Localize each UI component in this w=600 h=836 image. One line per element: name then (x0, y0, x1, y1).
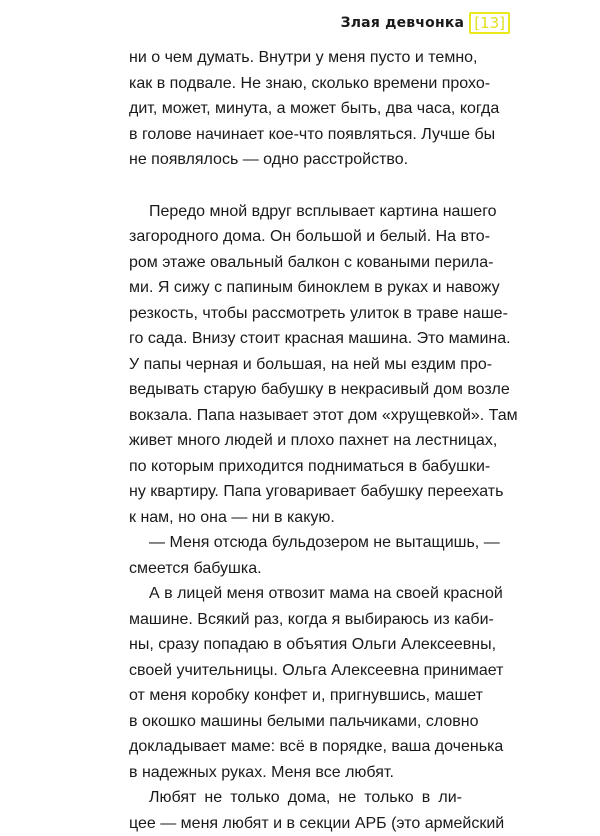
text-line: в надежных руках. Меня все любят. (129, 760, 462, 786)
page-number: [13] (469, 12, 510, 34)
text-line: своей учительницы. Ольга Алексеевна принимает (129, 658, 462, 684)
text-line: не появлялось — одно расстройство. (129, 147, 462, 173)
text-line: ны, сразу попадаю в объятия Ольги Алексеевны, (129, 632, 462, 658)
text-line: го сада. Внизу стоит красная машина. Это мамина. (129, 326, 462, 352)
text-line: ми. Я сижу с папиным биноклем в руках и навожу (129, 275, 462, 301)
paragraph-1 (129, 45, 462, 173)
text-line: — Меня отсюда бульдозером не вытащишь, — (129, 530, 462, 556)
paragraph-5 (129, 785, 462, 836)
text-line: ну квартиру. Папа уговаривает бабушку переехать (129, 479, 462, 505)
text-line: вокзала. Папа называет этот дом «хрущевкой». Там (129, 403, 462, 429)
text-line: машине. Всякий раз, когда я выбираюсь из каби- (129, 607, 462, 633)
book-title: Злая девчонка (341, 15, 465, 31)
text-line: как в подвале. Не знаю, сколько времени прохо- (129, 71, 462, 97)
text-line: Любят не только дома, не только в ли- (129, 785, 462, 811)
paragraph-4 (129, 581, 462, 785)
text-line: смеется бабушка. (129, 556, 462, 582)
text-line: к нам, но она — ни в какую. (129, 505, 462, 531)
paragraph-3 (129, 530, 462, 581)
text-line: цее — меня любят и в секции АРБ (это армейский (129, 811, 462, 836)
text-line: докладывает маме: всё в порядке, ваша доченька (129, 734, 462, 760)
text-line: дит, может, минута, а может быть, два часа, когда (129, 96, 462, 122)
text-line: загородного дома. Он большой и белый. На вто- (129, 224, 462, 250)
text-line: У папы черная и большая, на ней мы ездим про- (129, 352, 462, 378)
text-line: от меня коробку конфет и, пригнувшись, машет (129, 683, 462, 709)
text-line: живет много людей и плохо пахнет на лестницах, (129, 428, 462, 454)
text-line: в окошко машины белыми пальчиками, словно (129, 709, 462, 735)
text-line: ведывать старую бабушку в некрасивый дом возле (129, 377, 462, 403)
text-line: резкость, чтобы рассмотреть улиток в траве наше- (129, 301, 462, 327)
text-line: ни о чем думать. Внутри у меня пусто и темно, (129, 45, 462, 71)
text-line: А в лицей меня отвозит мама на своей красной (129, 581, 462, 607)
running-header (341, 12, 510, 34)
body-text (129, 45, 462, 836)
text-line: в голове начинает кое-что появляться. Лучше бы (129, 122, 462, 148)
paragraph-2 (129, 199, 462, 531)
section-break (129, 173, 462, 199)
text-line: Передо мной вдруг всплывает картина нашего (129, 199, 462, 225)
text-line: ром этаже овальный балкон с коваными перила- (129, 250, 462, 276)
text-line: по которым приходится подниматься в бабушки- (129, 454, 462, 480)
